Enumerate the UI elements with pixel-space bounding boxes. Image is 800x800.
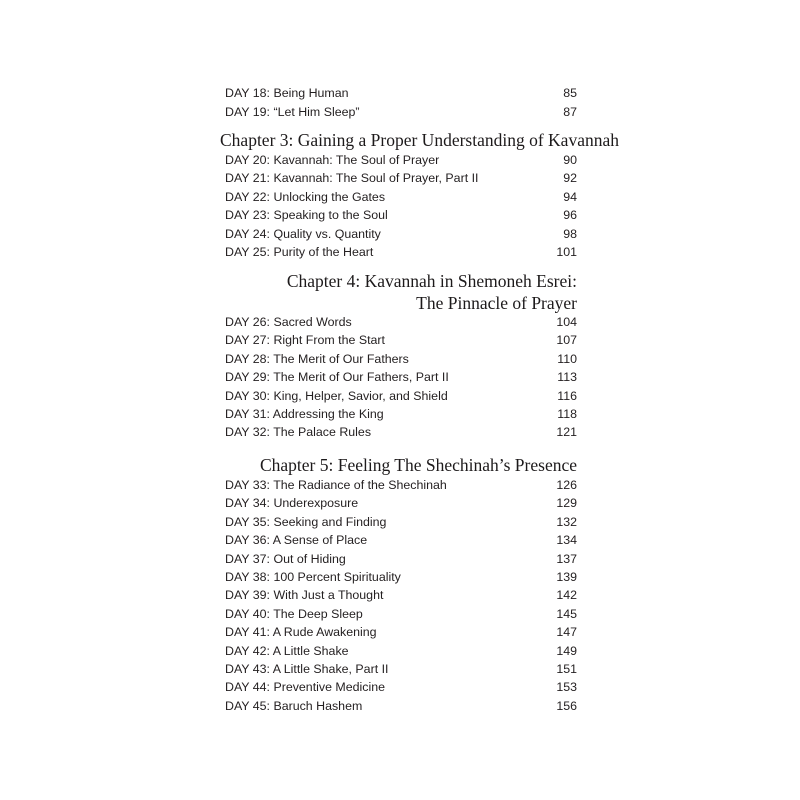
entry-page-number: 94 xyxy=(563,189,577,204)
entry-page-number: 153 xyxy=(556,680,577,695)
toc-entry xyxy=(225,660,577,678)
toc-entry xyxy=(225,605,577,623)
entry-title: DAY 25: Purity of the Heart xyxy=(225,245,374,259)
entry-title: DAY 31: Addressing the King xyxy=(225,407,384,421)
entry-title: DAY 38: 100 Percent Spirituality xyxy=(225,570,401,584)
chapter-heading: Chapter 4: Kavannah in Shemoneh Esrei: xyxy=(286,271,577,291)
toc-entry xyxy=(225,225,577,243)
entry-page-number: 145 xyxy=(556,606,577,621)
toc-entry xyxy=(225,243,577,261)
entry-title: DAY 23: Speaking to the Soul xyxy=(225,208,388,223)
entry-page-number: 129 xyxy=(556,496,577,511)
entry-page-number: 104 xyxy=(556,315,577,329)
entry-page-number: 142 xyxy=(556,588,577,603)
toc-entry xyxy=(225,103,577,121)
entry-title: DAY 27: Right From the Start xyxy=(225,333,385,348)
toc-entry xyxy=(225,313,577,331)
toc-entry xyxy=(225,206,577,224)
entry-title: DAY 28: The Merit of Our Fathers xyxy=(225,351,409,366)
entry-title: DAY 42: A Little Shake xyxy=(225,643,349,658)
entry-page-number: 107 xyxy=(556,333,577,348)
toc-entry xyxy=(225,531,577,549)
chapter-heading: Chapter 3: Gaining a Proper Understanding of Kavannah xyxy=(220,130,619,150)
toc-entry xyxy=(225,568,577,586)
entry-title: DAY 41: A Rude Awakening xyxy=(225,625,377,640)
entry-page-number: 149 xyxy=(556,643,577,658)
entry-title: DAY 22: Unlocking the Gates xyxy=(225,189,386,204)
entry-title: DAY 29: The Merit of Our Fathers, Part II xyxy=(225,370,449,385)
entry-page-number: 126 xyxy=(556,478,577,492)
entry-title: DAY 34: Underexposure xyxy=(225,496,359,511)
entry-page-number: 96 xyxy=(563,208,577,223)
entry-page-number: 118 xyxy=(557,407,577,421)
chapter-heading: Chapter 5: Feeling The Shechinah’s Presence xyxy=(259,455,577,475)
toc-entry xyxy=(225,405,577,423)
toc-entry xyxy=(225,494,577,512)
entry-title: DAY 37: Out of Hiding xyxy=(225,551,346,566)
entry-title: DAY 33: The Radiance of the Shechinah xyxy=(225,478,447,492)
entry-page-number: 87 xyxy=(563,104,577,119)
toc-entry xyxy=(225,387,577,405)
entry-title: DAY 36: A Sense of Place xyxy=(225,533,368,548)
entry-title: DAY 26: Sacred Words xyxy=(225,315,352,329)
entry-title: DAY 19: “Let Him Sleep” xyxy=(225,104,360,119)
entry-page-number: 139 xyxy=(556,570,577,584)
entry-title: DAY 35: Seeking and Finding xyxy=(225,514,387,529)
toc-entry xyxy=(225,513,577,531)
entry-page-number: 85 xyxy=(563,86,577,100)
toc-entry xyxy=(225,642,577,660)
entry-page-number: 92 xyxy=(563,171,577,186)
entry-page-number: 98 xyxy=(563,226,577,241)
entry-page-number: 116 xyxy=(557,388,577,403)
toc-entry xyxy=(225,550,577,568)
chapter-heading-line-2: The Pinnacle of Prayer xyxy=(416,293,577,313)
entry-title: DAY 39: With Just a Thought xyxy=(225,588,384,603)
entry-title: DAY 32: The Palace Rules xyxy=(225,425,372,440)
toc-entry xyxy=(225,678,577,696)
toc-entry xyxy=(225,368,577,386)
entry-title: DAY 24: Quality vs. Quantity xyxy=(225,226,381,241)
entry-title: DAY 43: A Little Shake, Part II xyxy=(225,662,389,676)
entry-page-number: 147 xyxy=(556,625,577,640)
toc-entry xyxy=(225,623,577,641)
toc-entry xyxy=(225,188,577,206)
entry-page-number: 132 xyxy=(556,514,577,529)
entry-title: DAY 21: Kavannah: The Soul of Prayer, Part II xyxy=(225,171,479,186)
toc-entry xyxy=(225,151,577,169)
entry-page-number: 90 xyxy=(563,153,577,167)
toc-entry xyxy=(225,423,577,441)
entry-page-number: 137 xyxy=(556,551,577,566)
toc-entry xyxy=(225,169,577,187)
entry-page-number: 134 xyxy=(556,533,577,548)
entry-page-number: 110 xyxy=(557,351,577,366)
toc-entry xyxy=(225,476,577,494)
toc-entry xyxy=(225,331,577,349)
entry-page-number: 101 xyxy=(556,245,577,259)
toc-entry xyxy=(225,84,577,102)
entry-page-number: 113 xyxy=(557,370,577,385)
entry-page-number: 156 xyxy=(556,698,577,713)
toc-entry xyxy=(225,697,577,715)
entry-title: DAY 20: Kavannah: The Soul of Prayer xyxy=(225,153,440,167)
entry-page-number: 151 xyxy=(556,662,577,676)
entry-title: DAY 40: The Deep Sleep xyxy=(225,606,363,621)
entry-title: DAY 18: Being Human xyxy=(225,86,349,100)
entry-title: DAY 44: Preventive Medicine xyxy=(225,680,386,695)
entry-page-number: 121 xyxy=(556,425,577,440)
entry-title: DAY 45: Baruch Hashem xyxy=(225,698,363,713)
toc-entry xyxy=(225,586,577,604)
entry-title: DAY 30: King, Helper, Savior, and Shield xyxy=(225,388,448,403)
toc-entry xyxy=(225,350,577,368)
